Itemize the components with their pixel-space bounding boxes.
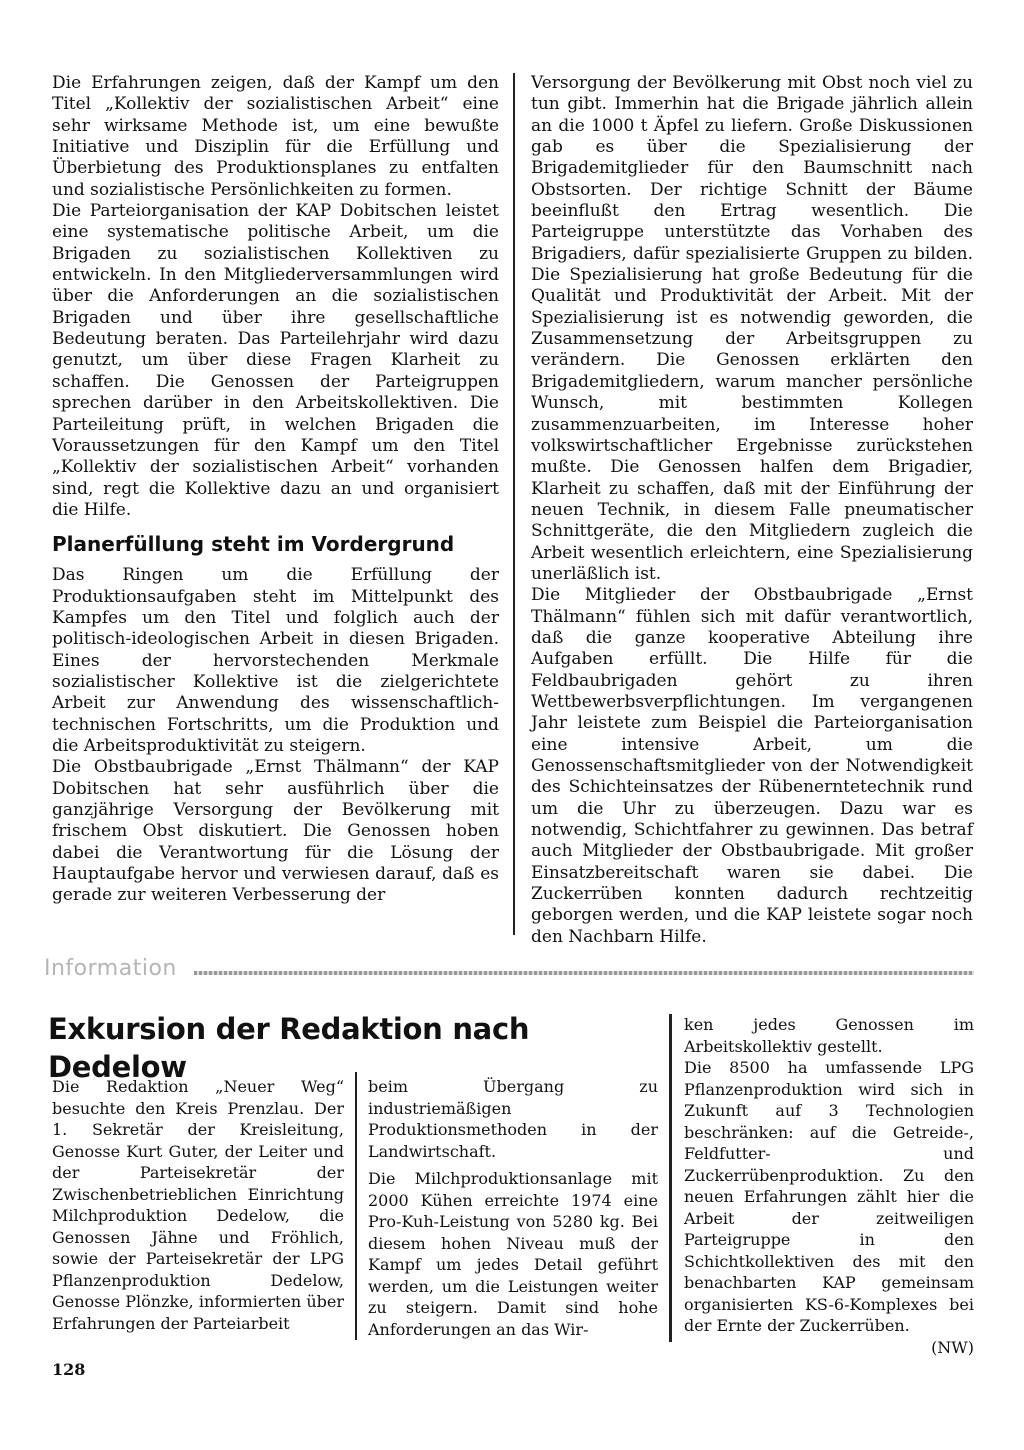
paragraph: Die Milchproduktionsanlage mit 2000 Kühen erreichte 1974 eine Pro-Kuh-Leistung von 5280 kg. Bei diesem hohen Niveau muß der Kampf um jedes Detail geführt werden, um die Leistungen weiter zu steigern. Damit sind hohe Anforderungen an das Wir-: [368, 1169, 658, 1339]
column-divider: [355, 1072, 357, 1340]
dotted-separator: [194, 971, 974, 975]
column-divider: [669, 1014, 672, 1342]
top-article-column-2: [531, 73, 973, 948]
paragraph: Das Ringen um die Erfüllung der Produktionsaufgaben steht im Mittelpunkt des Kampfes um den Titel und folglich auch der politisch-ideologischen Arbeit in diesen Brigaden. Eines der hervorstechenden Merkmale sozialistischer Kollektive ist die zielgerichtete Arbeit zur Anwendung des wissenschaftlich-technischen Fortschritts, um die Produktion und die Arbeitsproduktivität zu steigern.: [52, 565, 499, 756]
paragraph: Die Redaktion „Neuer Weg“ besuchte den Kreis Prenzlau. Der 1. Sekretär der Kreisleitung, Genosse Kurt Guter, der Leiter und der Parteisekretär der Zwischenbetrieblichen Einrichtung Milchproduktion Dedelow, die Genossen Jähne und Fröhlich, sowie der Parteisekretär der LPG Pflanzenproduktion Dedelow, Genosse Plönzke, informierten über Erfahrungen der Parteiarbeit: [52, 1077, 344, 1333]
paragraph: Die 8500 ha umfassende LPG Pflanzenproduktion wird sich in Zukunft auf 3 Technologien beschränken: auf die Getreide-, Feldfutter- und Zuckerrübenproduktion. Zu den neuen Erfahrungen zählt hier die Arbeit der zeitweiligen Parteigruppe in den Schichtkollektiven des mit den benachbarten KAP gemeinsam organisierten KS-6-Komplexes bei der Ernte der Zuckerrüben.: [684, 1058, 974, 1335]
paragraph: Die Obstbaubrigade „Ernst Thälmann“ der KAP Dobitschen hat sehr ausführlich über die ganzjährige Versorgung der Bevölkerung mit frischem Obst diskutiert. Die Genossen hoben dabei die Verantwortung für die Lösung der Hauptaufgabe hervor und verwiesen darauf, daß es gerade zur weiteren Verbesserung der: [52, 757, 499, 906]
paragraph: Die Parteiorganisation der KAP Dobitschen leistet eine systematische politische Arbeit, um die Brigaden zu sozialistischen Kollektiven zu entwickeln. In den Mitgliederversammlungen wird über die Anforderungen an die sozialistischen Brigaden und über ihre gesellschaftliche Bedeutung beraten. Das Parteilehrjahr wird dazu genutzt, um über diese Fragen Klarheit zu schaffen. Die Genossen der Parteigruppen sprechen darüber in den Arbeitskollektiven. Die Parteileitung prüft, in welchen Brigaden die Voraussetzungen für den Kampf um den Titel „Kollektiv der sozialistischen Arbeit“ vorhanden sind, regt die Kollektive dazu an und organisiert die Hilfe.: [52, 201, 499, 520]
section-subheading: Planerfüllung steht im Vordergrund: [52, 532, 455, 557]
author-signature: (NW): [931, 1337, 974, 1357]
paragraph: Versorgung der Bevölkerung mit Obst noch viel zu tun gibt. Immerhin hat die Brigade jährlich allein an die 1000 t Äpfel zu liefern. Große Diskussionen gab es über die Spezialisierung der Brigademitglieder für den Baumschnitt nach Obstsorten. Der richtige Schnitt der Bäume beeinflußt den Ertrag wesentlich. Die Parteigruppe unterstützte das Vorhaben des Brigadiers, dafür spezialisierte Gruppen zu bilden. Die Spezialisierung hat große Bedeutung für die Qualität und Produktivität der Arbeit. Mit der Spezialisierung ist es notwendig geworden, die Zusammensetzung der Arbeitsgruppen zu verändern. Die Genossen erklärten den Brigademitgliedern, warum mancher persönliche Wunsch, mit bestimmten Kollegen zusammenzuarbeiten, im Interesse hoher volkswirtschaftlicher Ergebnisse zurückstehen mußte. Die Genossen halfen dem Brigadier, Klarheit zu schaffen, daß mit der Einführung der neuen Technik, in diesem Falle pneumatischer Schnittgeräte, die den Mitgliedern zugleich die Arbeit wesentlich erleichtern, eine Spezialisierung unerläßlich ist.: [531, 73, 973, 584]
information-band: [44, 956, 974, 986]
paragraph: beim Übergang zu industriemäßigen Produktionsmethoden in der Landwirtschaft.: [368, 1077, 658, 1161]
bottom-article-column-3: [684, 1014, 974, 1358]
column-divider: [513, 73, 515, 935]
paragraph: ken jedes Genossen im Arbeitskollektiv gestellt.: [684, 1015, 974, 1056]
paragraph: Die Erfahrungen zeigen, daß der Kampf um den Titel „Kollektiv der sozialistischen Arbeit“ eine sehr wirksame Methode ist, um eine bewußte Initiative und Disziplin für die Erfüllung und Überbietung des Produktionsplanes zu entfalten und sozialistische Persönlichkeiten zu formen.: [52, 73, 499, 200]
bottom-article-column-2: [368, 1076, 658, 1340]
page-number: 128: [52, 1360, 86, 1379]
bottom-article-column-1: [52, 1076, 344, 1334]
top-article-column-1: [52, 73, 499, 907]
article-headline: Exkursion der Redaktion nach Dedelow: [48, 1012, 530, 1084]
information-label: Information: [44, 956, 177, 981]
paragraph: Die Mitglieder der Obstbaubrigade „Ernst Thälmann“ fühlen sich mit dafür verantwortlich, daß die ganze kooperative Abteilung ihre Aufgaben erfüllt. Die Hilfe für die Feldbaubrigaden gehört zu ihren Wettbewerbsverpflichtungen. Im vergangenen Jahr leistete zum Beispiel die Parteiorganisation eine intensive Arbeit, um die Genossenschaftsmitglieder von der Notwendigkeit des Schichteinsatzes der Rübenerntetechnik rund um die Uhr zu überzeugen. Dazu war es notwendig, Schichtfahrer zu gewinnen. Das betraf auch Mitglieder der Obstbaubrigade. Mit großer Einsatzbereitschaft waren sie dabei. Die Zuckerrüben konnten dadurch rechtzeitig geborgen werden, und die KAP leistete sogar noch den Nachbarn Hilfe.: [531, 585, 973, 947]
